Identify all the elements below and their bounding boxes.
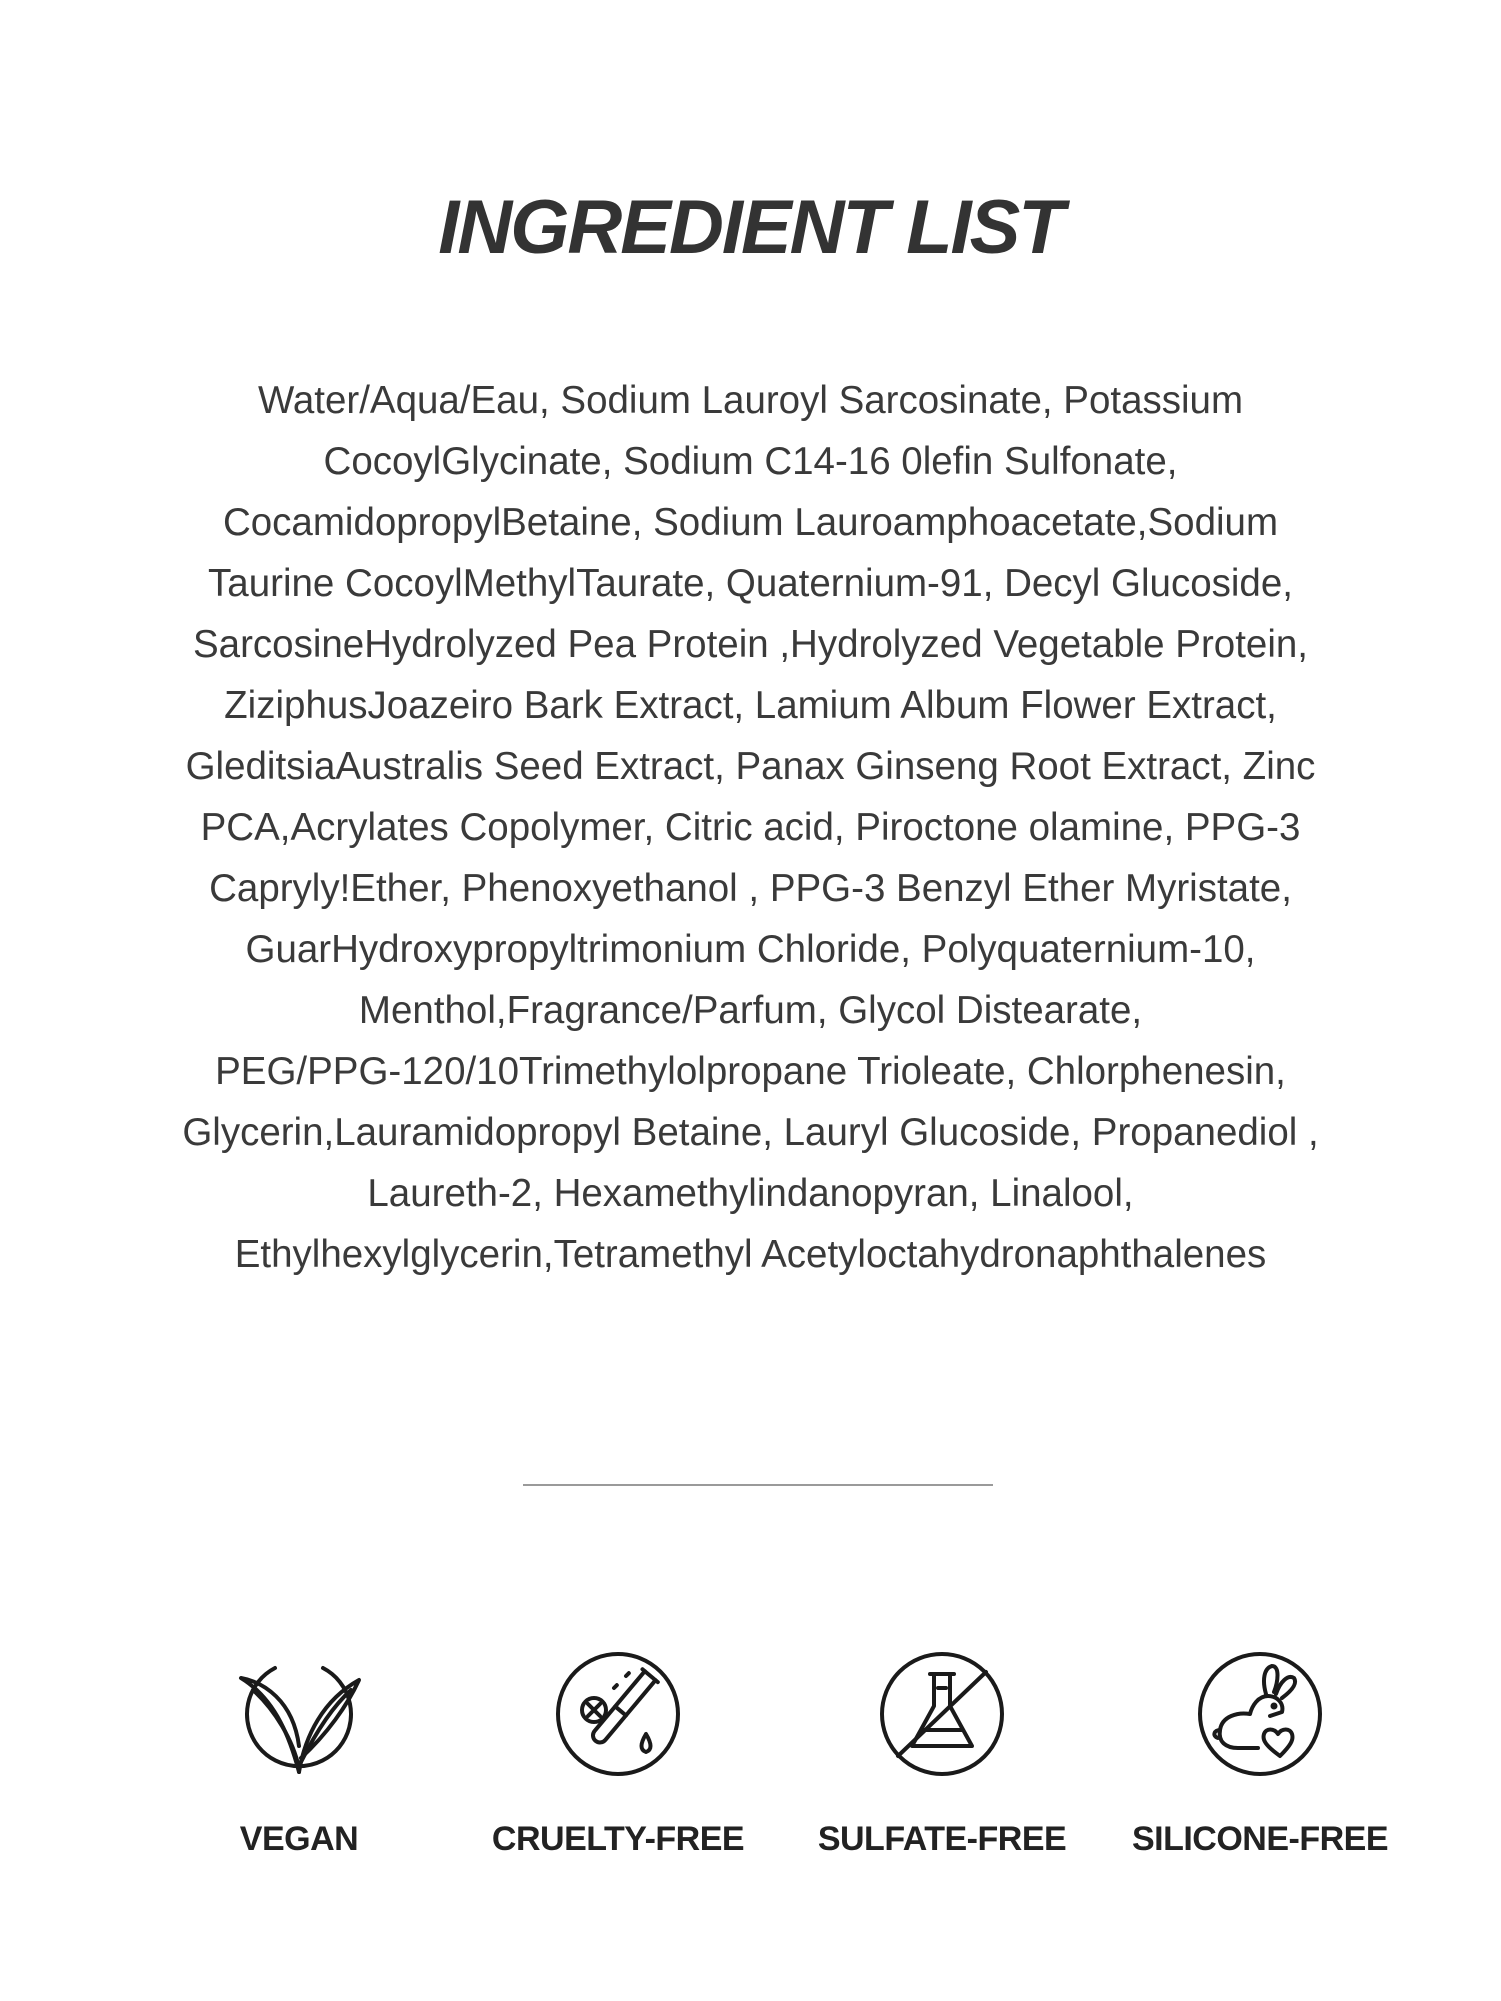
section-divider bbox=[523, 1484, 993, 1486]
ingredient-line: Capryly!Ether, Phenoxyethanol , PPG-3 Benzyl Ether Myristate, bbox=[209, 867, 1292, 910]
ingredient-line: GuarHydroxypropyltrimonium Chloride, Polyquaternium-10, bbox=[245, 928, 1256, 971]
ingredient-line: Taurine CocoylMethylTaurate, Quaternium-91, Decyl Glucoside, bbox=[208, 562, 1293, 605]
badge-cruelty-free bbox=[458, 1650, 778, 1859]
badge-silicone-free bbox=[1100, 1650, 1420, 1859]
ingredient-line: Menthol,Fragrance/Parfum, Glycol Distearate, bbox=[358, 989, 1143, 1032]
test-tube-crossed-icon bbox=[554, 1650, 682, 1778]
ingredient-line: CocamidopropylBetaine, Sodium Lauroamphoacetate,Sodium bbox=[222, 501, 1279, 544]
badge-label: SILICONE-FREE bbox=[1131, 1820, 1389, 1858]
badge-sulfate-free bbox=[782, 1650, 1102, 1859]
ingredient-line: ZiziphusJoazeiro Bark Extract, Lamium Album Flower Extract, bbox=[224, 684, 1277, 727]
ingredient-line: SarcosineHydrolyzed Pea Protein ,Hydrolyzed Vegetable Protein, bbox=[193, 623, 1308, 666]
page-title: INGREDIENT LIST bbox=[438, 185, 1063, 270]
badge-label: SULFATE-FREE bbox=[817, 1820, 1067, 1858]
badge-label: CRUELTY-FREE bbox=[491, 1820, 745, 1858]
ingredient-line: PCA,Acrylates Copolymer, Citric acid, Piroctone olamine, PPG-3 bbox=[200, 806, 1301, 849]
ingredient-line: GleditsiaAustralis Seed Extract, Panax Ginseng Root Extract, Zinc bbox=[185, 745, 1316, 788]
ingredient-line: Glycerin,Lauramidopropyl Betaine, Lauryl Glucoside, Propanediol , bbox=[182, 1111, 1319, 1154]
ingredient-line: CocoylGlycinate, Sodium C14-16 0lefin Sulfonate, bbox=[323, 440, 1178, 483]
ingredient-line: Water/Aqua/Eau, Sodium Lauroyl Sarcosinate, Potassium bbox=[257, 379, 1244, 422]
leaf-icon bbox=[235, 1650, 363, 1778]
ingredient-line: PEG/PPG-120/10Trimethylolpropane Trioleate, Chlorphenesin, bbox=[215, 1050, 1286, 1093]
ingredient-list-text bbox=[150, 370, 1351, 1285]
ingredient-line: Ethylhexylglycerin,Tetramethyl Acetyloctahydronaphthalenes bbox=[234, 1233, 1267, 1276]
badge-row bbox=[0, 1650, 1501, 1858]
flask-crossed-icon bbox=[878, 1650, 1006, 1778]
rabbit-heart-icon bbox=[1196, 1650, 1324, 1778]
badge-vegan bbox=[139, 1650, 459, 1859]
ingredient-line: Laureth-2, Hexamethylindanopyran, Linalool, bbox=[367, 1172, 1134, 1215]
badge-label: VEGAN bbox=[239, 1820, 359, 1858]
